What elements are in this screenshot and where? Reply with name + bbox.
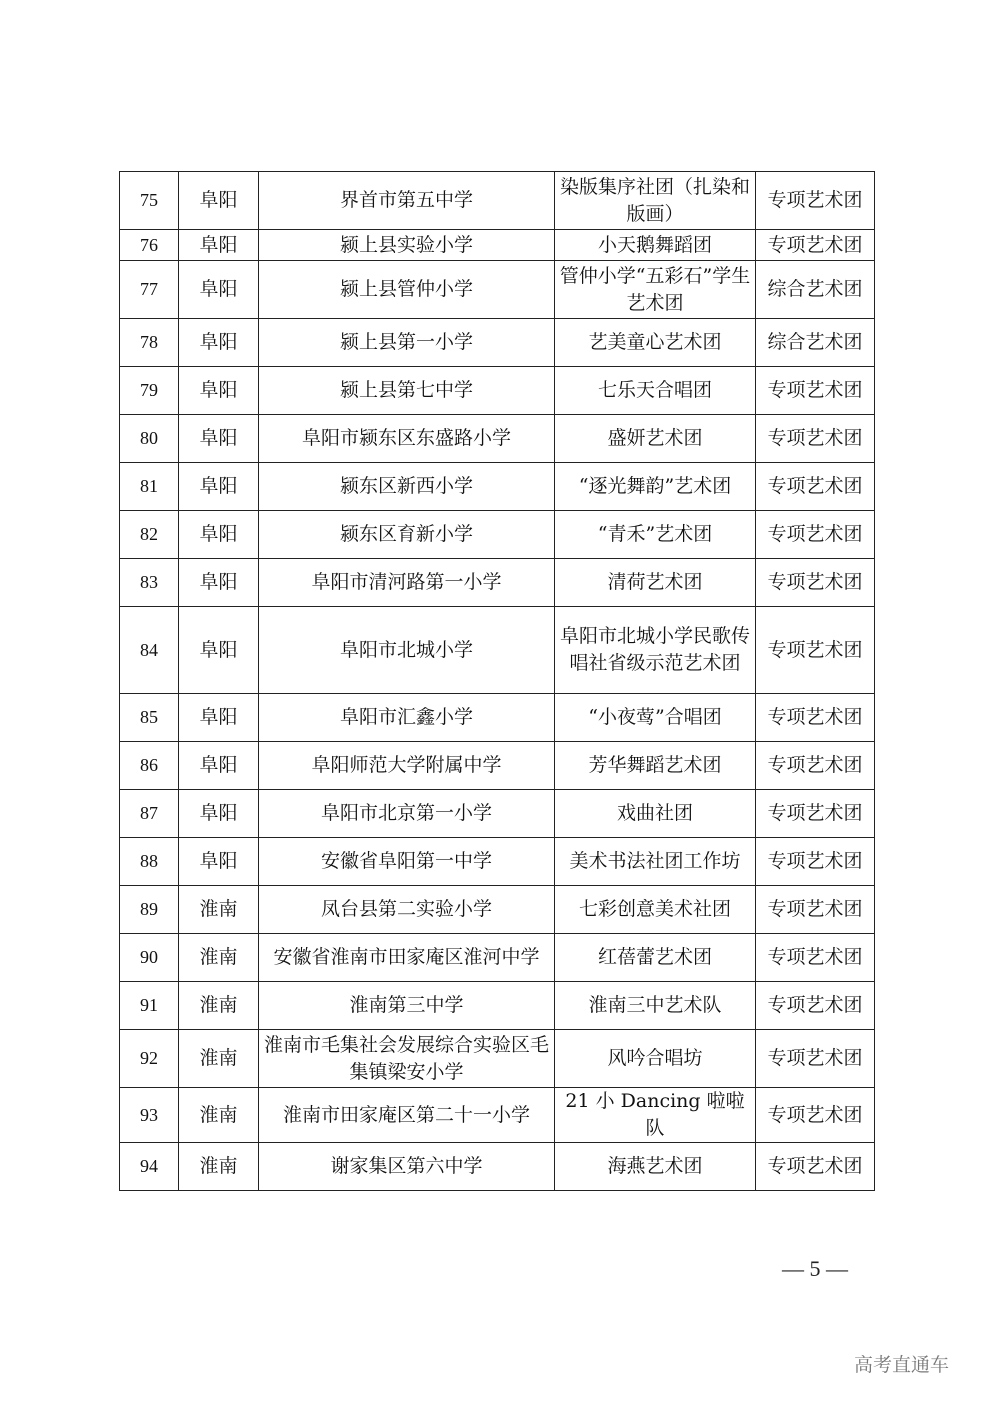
group-cell: 染版集序社团（扎染和版画） xyxy=(555,172,756,230)
type-cell: 专项艺术团 xyxy=(756,559,875,607)
city-cell: 淮南 xyxy=(179,934,259,982)
page-number: — 5 — xyxy=(782,1256,848,1281)
city-cell: 阜阳 xyxy=(179,559,259,607)
group-cell: 海燕艺术团 xyxy=(555,1143,756,1191)
row-number: 75 xyxy=(120,172,179,230)
school-cell: 颍上县第七中学 xyxy=(259,367,555,415)
watermark: 高考直通车 xyxy=(854,1354,950,1376)
type-cell: 专项艺术团 xyxy=(756,790,875,838)
school-cell: 安徽省阜阳第一中学 xyxy=(259,838,555,886)
row-number: 85 xyxy=(120,694,179,742)
type-cell: 专项艺术团 xyxy=(756,1030,875,1088)
group-cell: 阜阳市北城小学民歌传唱社省级示范艺术团 xyxy=(555,607,756,694)
group-cell: “逐光舞韵”艺术团 xyxy=(555,463,756,511)
table-row xyxy=(120,230,875,261)
type-cell: 专项艺术团 xyxy=(756,415,875,463)
row-number: 90 xyxy=(120,934,179,982)
row-number: 88 xyxy=(120,838,179,886)
group-cell: 21 小 Dancing 啦啦队 xyxy=(555,1088,756,1143)
school-cell: 淮南第三中学 xyxy=(259,982,555,1030)
row-number: 94 xyxy=(120,1143,179,1191)
school-cell: 颍上县第一小学 xyxy=(259,319,555,367)
city-cell: 阜阳 xyxy=(179,790,259,838)
table-row xyxy=(120,367,875,415)
city-cell: 阜阳 xyxy=(179,230,259,261)
school-cell: 淮南市毛集社会发展综合实验区毛集镇梁安小学 xyxy=(259,1030,555,1088)
school-cell: 淮南市田家庵区第二十一小学 xyxy=(259,1088,555,1143)
type-cell: 专项艺术团 xyxy=(756,463,875,511)
school-cell: 界首市第五中学 xyxy=(259,172,555,230)
city-cell: 淮南 xyxy=(179,1030,259,1088)
city-cell: 阜阳 xyxy=(179,319,259,367)
school-cell: 阜阳市北京第一小学 xyxy=(259,790,555,838)
city-cell: 淮南 xyxy=(179,1088,259,1143)
school-cell: 谢家集区第六中学 xyxy=(259,1143,555,1191)
group-cell: 清荷艺术团 xyxy=(555,559,756,607)
table-row xyxy=(120,982,875,1030)
type-cell: 专项艺术团 xyxy=(756,367,875,415)
type-cell: 专项艺术团 xyxy=(756,1088,875,1143)
city-cell: 阜阳 xyxy=(179,607,259,694)
group-cell: “青禾”艺术团 xyxy=(555,511,756,559)
table-row xyxy=(120,1143,875,1191)
type-cell: 专项艺术团 xyxy=(756,982,875,1030)
type-cell: 专项艺术团 xyxy=(756,934,875,982)
group-cell: 风吟合唱坊 xyxy=(555,1030,756,1088)
city-cell: 阜阳 xyxy=(179,838,259,886)
row-number: 82 xyxy=(120,511,179,559)
type-cell: 综合艺术团 xyxy=(756,261,875,319)
table-row xyxy=(120,934,875,982)
table-row xyxy=(120,261,875,319)
table-row xyxy=(120,559,875,607)
city-cell: 阜阳 xyxy=(179,415,259,463)
type-cell: 专项艺术团 xyxy=(756,230,875,261)
city-cell: 阜阳 xyxy=(179,172,259,230)
group-cell: 管仲小学“五彩石”学生艺术团 xyxy=(555,261,756,319)
school-cell: 阜阳市汇鑫小学 xyxy=(259,694,555,742)
group-cell: 艺美童心艺术团 xyxy=(555,319,756,367)
school-cell: 颍东区育新小学 xyxy=(259,511,555,559)
table-row xyxy=(120,886,875,934)
row-number: 81 xyxy=(120,463,179,511)
row-number: 76 xyxy=(120,230,179,261)
table-row xyxy=(120,511,875,559)
table-row xyxy=(120,694,875,742)
group-cell: “小夜莺”合唱团 xyxy=(555,694,756,742)
table-row xyxy=(120,172,875,230)
type-cell: 专项艺术团 xyxy=(756,886,875,934)
row-number: 79 xyxy=(120,367,179,415)
school-cell: 阜阳市颍东区东盛路小学 xyxy=(259,415,555,463)
school-cell: 颍上县实验小学 xyxy=(259,230,555,261)
group-cell: 七乐天合唱团 xyxy=(555,367,756,415)
table-row xyxy=(120,415,875,463)
table-row xyxy=(120,463,875,511)
city-cell: 淮南 xyxy=(179,886,259,934)
row-number: 77 xyxy=(120,261,179,319)
row-number: 91 xyxy=(120,982,179,1030)
group-cell: 七彩创意美术社团 xyxy=(555,886,756,934)
city-cell: 淮南 xyxy=(179,1143,259,1191)
group-cell: 美术书法社团工作坊 xyxy=(555,838,756,886)
type-cell: 专项艺术团 xyxy=(756,838,875,886)
group-cell: 淮南三中艺术队 xyxy=(555,982,756,1030)
city-cell: 阜阳 xyxy=(179,463,259,511)
type-cell: 专项艺术团 xyxy=(756,742,875,790)
type-cell: 专项艺术团 xyxy=(756,172,875,230)
group-cell: 红蓓蕾艺术团 xyxy=(555,934,756,982)
table-row xyxy=(120,1030,875,1088)
school-cell: 颍上县管仲小学 xyxy=(259,261,555,319)
type-cell: 综合艺术团 xyxy=(756,319,875,367)
row-number: 78 xyxy=(120,319,179,367)
type-cell: 专项艺术团 xyxy=(756,1143,875,1191)
city-cell: 阜阳 xyxy=(179,694,259,742)
city-cell: 阜阳 xyxy=(179,742,259,790)
type-cell: 专项艺术团 xyxy=(756,511,875,559)
type-cell: 专项艺术团 xyxy=(756,607,875,694)
school-cell: 阜阳市北城小学 xyxy=(259,607,555,694)
group-cell: 芳华舞蹈艺术团 xyxy=(555,742,756,790)
row-number: 92 xyxy=(120,1030,179,1088)
school-cell: 安徽省淮南市田家庵区淮河中学 xyxy=(259,934,555,982)
city-cell: 阜阳 xyxy=(179,261,259,319)
row-number: 84 xyxy=(120,607,179,694)
table-row xyxy=(120,319,875,367)
row-number: 89 xyxy=(120,886,179,934)
row-number: 87 xyxy=(120,790,179,838)
school-art-troupe-table xyxy=(119,171,875,1191)
school-cell: 颍东区新西小学 xyxy=(259,463,555,511)
school-cell: 阜阳师范大学附属中学 xyxy=(259,742,555,790)
school-cell: 阜阳市清河路第一小学 xyxy=(259,559,555,607)
city-cell: 阜阳 xyxy=(179,511,259,559)
table-row xyxy=(120,838,875,886)
table-row xyxy=(120,790,875,838)
group-cell: 戏曲社团 xyxy=(555,790,756,838)
row-number: 83 xyxy=(120,559,179,607)
school-cell: 凤台县第二实验小学 xyxy=(259,886,555,934)
group-cell: 小天鹅舞蹈团 xyxy=(555,230,756,261)
row-number: 93 xyxy=(120,1088,179,1143)
table-row xyxy=(120,742,875,790)
row-number: 80 xyxy=(120,415,179,463)
table-row xyxy=(120,1088,875,1143)
row-number: 86 xyxy=(120,742,179,790)
group-cell: 盛妍艺术团 xyxy=(555,415,756,463)
city-cell: 淮南 xyxy=(179,982,259,1030)
city-cell: 阜阳 xyxy=(179,367,259,415)
type-cell: 专项艺术团 xyxy=(756,694,875,742)
table-row xyxy=(120,607,875,694)
